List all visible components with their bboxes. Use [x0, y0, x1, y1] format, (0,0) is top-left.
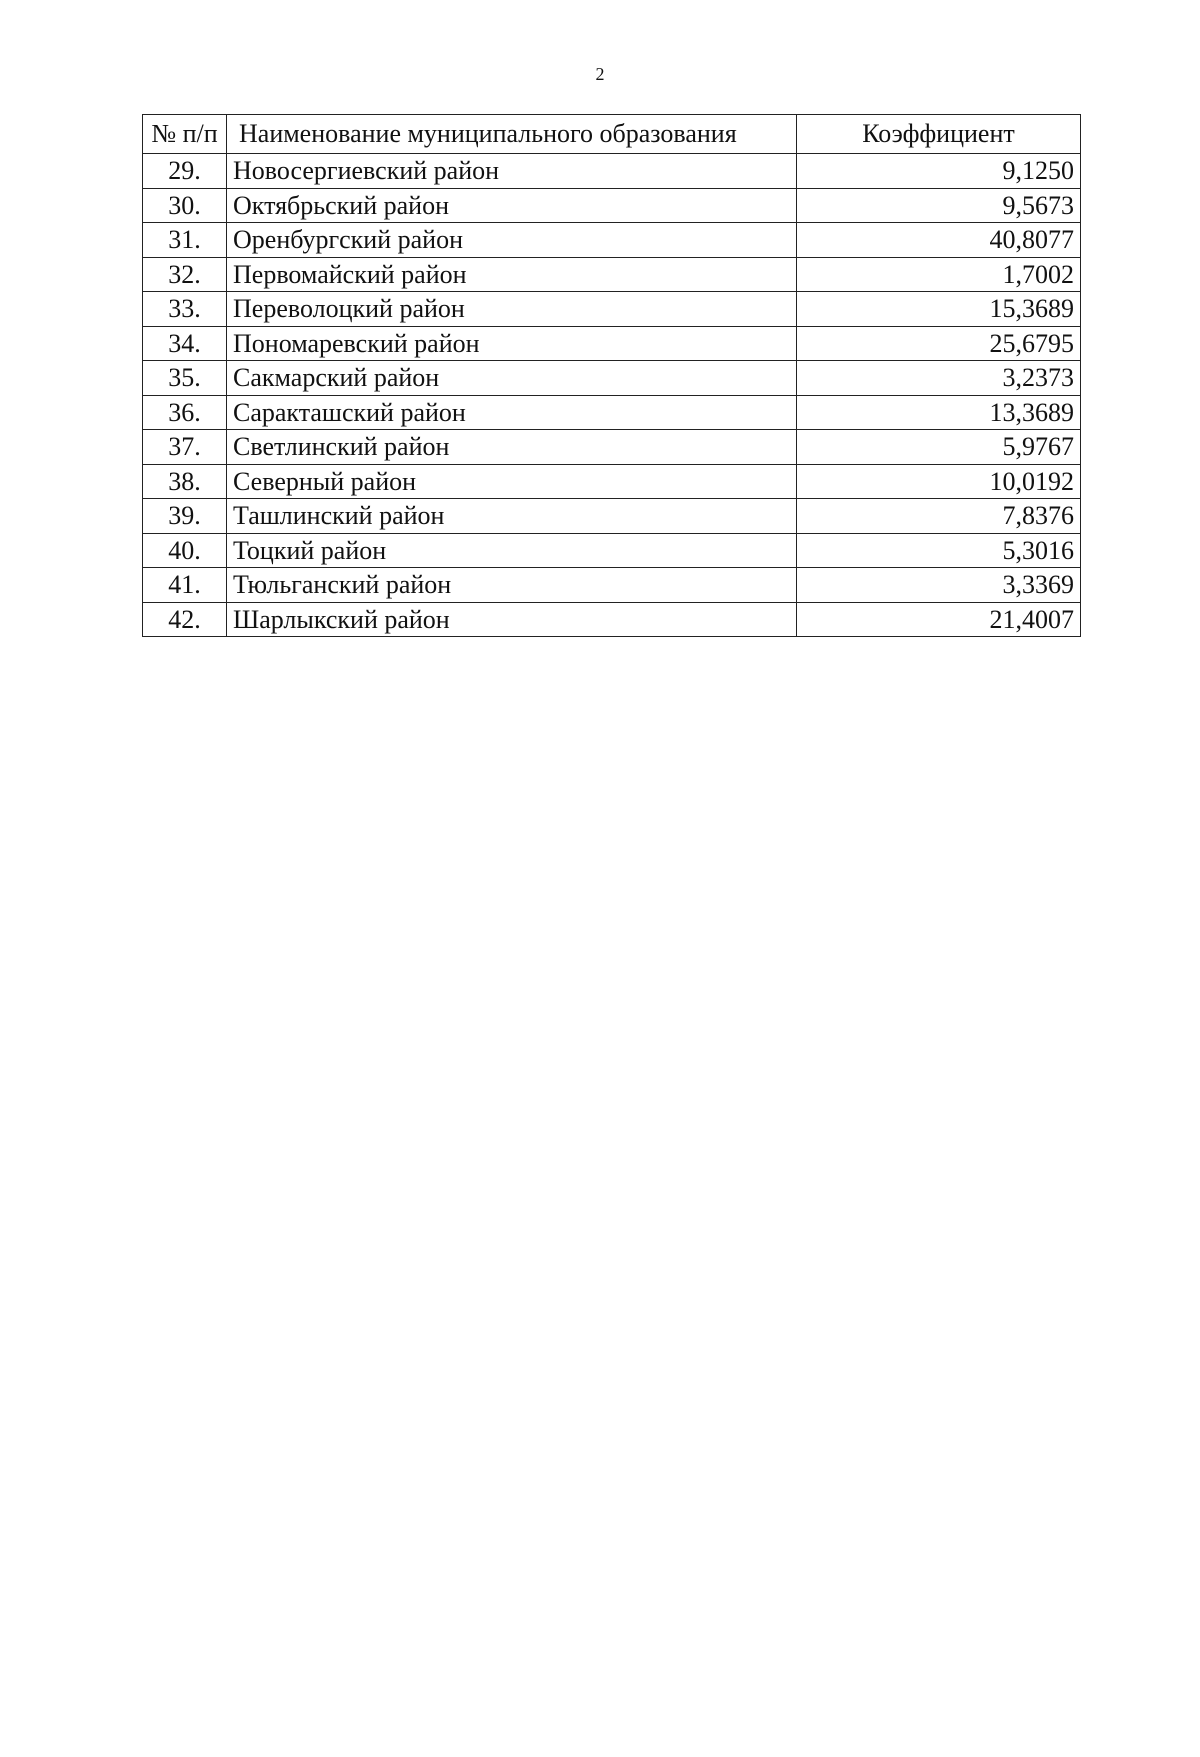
coefficient-cell: 40,8077 [797, 223, 1081, 258]
municipality-name-cell: Октябрьский район [227, 188, 797, 223]
table-row [143, 602, 1081, 637]
table-row [143, 430, 1081, 465]
column-header-number: № п/п [143, 115, 227, 154]
coefficient-cell: 7,8376 [797, 499, 1081, 534]
municipality-name-cell: Новосергиевский район [227, 154, 797, 189]
coefficient-cell: 5,3016 [797, 533, 1081, 568]
coefficient-cell: 3,2373 [797, 361, 1081, 396]
municipality-name-cell: Первомайский район [227, 257, 797, 292]
row-number-cell: 29. [143, 154, 227, 189]
row-number-cell: 37. [143, 430, 227, 465]
municipality-name-cell: Оренбургский район [227, 223, 797, 258]
coefficient-cell: 3,3369 [797, 568, 1081, 603]
coefficient-cell: 5,9767 [797, 430, 1081, 465]
coefficient-cell: 13,3689 [797, 395, 1081, 430]
table-row [143, 292, 1081, 327]
municipality-name-cell: Сакмарский район [227, 361, 797, 396]
table-row [143, 395, 1081, 430]
column-header-coefficient: Коэффициент [797, 115, 1081, 154]
table-row [143, 361, 1081, 396]
municipality-name-cell: Ташлинский район [227, 499, 797, 534]
municipality-name-cell: Саракташский район [227, 395, 797, 430]
coefficient-table [142, 114, 1081, 637]
table-row [143, 568, 1081, 603]
table-row [143, 533, 1081, 568]
table-row [143, 499, 1081, 534]
row-number-cell: 36. [143, 395, 227, 430]
row-number-cell: 39. [143, 499, 227, 534]
table-row [143, 257, 1081, 292]
municipality-name-cell: Переволоцкий район [227, 292, 797, 327]
table-row [143, 223, 1081, 258]
table-row [143, 464, 1081, 499]
municipality-name-cell: Тоцкий район [227, 533, 797, 568]
table-body [143, 154, 1081, 637]
row-number-cell: 34. [143, 326, 227, 361]
row-number-cell: 41. [143, 568, 227, 603]
row-number-cell: 32. [143, 257, 227, 292]
table-header [143, 115, 1081, 154]
page-number: 2 [595, 64, 605, 84]
row-number-cell: 38. [143, 464, 227, 499]
column-header-name: Наименование муниципального образования [227, 115, 797, 154]
municipality-name-cell: Тюльганский район [227, 568, 797, 603]
coefficient-cell: 10,0192 [797, 464, 1081, 499]
row-number-cell: 35. [143, 361, 227, 396]
row-number-cell: 42. [143, 602, 227, 637]
coefficient-cell: 15,3689 [797, 292, 1081, 327]
municipality-name-cell: Пономаревский район [227, 326, 797, 361]
coefficient-cell: 9,1250 [797, 154, 1081, 189]
municipality-name-cell: Шарлыкский район [227, 602, 797, 637]
coefficient-cell: 25,6795 [797, 326, 1081, 361]
table-row [143, 326, 1081, 361]
coefficient-cell: 1,7002 [797, 257, 1081, 292]
table-row [143, 154, 1081, 189]
municipality-name-cell: Светлинский район [227, 430, 797, 465]
table-header-row [143, 115, 1081, 154]
row-number-cell: 30. [143, 188, 227, 223]
row-number-cell: 31. [143, 223, 227, 258]
table-row [143, 188, 1081, 223]
coefficient-cell: 21,4007 [797, 602, 1081, 637]
row-number-cell: 40. [143, 533, 227, 568]
row-number-cell: 33. [143, 292, 227, 327]
municipality-name-cell: Северный район [227, 464, 797, 499]
coefficient-cell: 9,5673 [797, 188, 1081, 223]
